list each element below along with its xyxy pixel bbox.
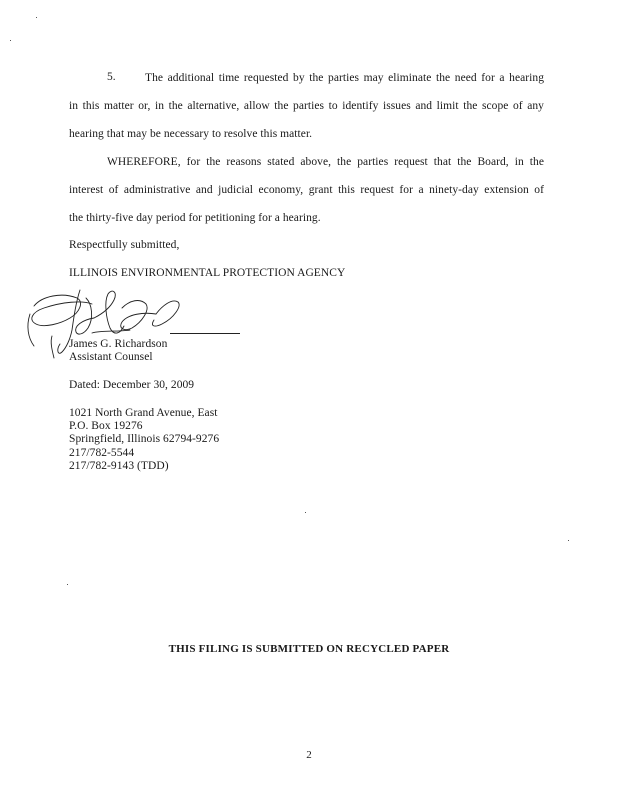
paragraph-number: 5.	[107, 71, 116, 83]
dated-line: Dated: December 30, 2009	[69, 379, 195, 391]
wherefore-line-1: WHEREFORE, for the reasons stated above, the parties request that the Board, in the	[107, 156, 544, 168]
address-line-5: 217/782-9143 (TDD)	[69, 460, 169, 472]
paragraph-5-line-3: hearing that may be necessary to resolve this matter.	[69, 128, 313, 140]
address-line-3: Springfield, Illinois 62794-9276	[69, 433, 220, 445]
wherefore-line-2: interest of administrative and judicial economy, grant this request for a ninety-day extension of	[69, 184, 544, 196]
address-line-2: P.O. Box 19276	[69, 420, 143, 432]
scan-speck	[36, 17, 37, 18]
recycled-paper-note: THIS FILING IS SUBMITTED ON RECYCLED PAPER	[168, 643, 450, 655]
address-line-1: 1021 North Grand Avenue, East	[69, 407, 218, 419]
signer-title: Assistant Counsel	[69, 351, 153, 363]
signature-line	[170, 333, 240, 334]
closing-text: Respectfully submitted,	[69, 239, 180, 251]
scan-speck	[67, 584, 68, 585]
scan-speck	[305, 512, 306, 513]
paragraph-5-line-1: The additional time requested by the parties may eliminate the need for a hearing	[145, 72, 544, 84]
scan-speck	[10, 40, 11, 41]
scan-speck	[568, 540, 569, 541]
page-number: 2	[306, 749, 312, 761]
agency-name: ILLINOIS ENVIRONMENTAL PROTECTION AGENCY	[69, 267, 346, 279]
address-line-4: 217/782-5544	[69, 447, 135, 459]
wherefore-line-3: the thirty-five day period for petitioning for a hearing.	[69, 212, 321, 224]
signer-name: James G. Richardson	[69, 338, 168, 350]
paragraph-5-line-2: in this matter or, in the alternative, allow the parties to identify issues and limit the scope of any	[69, 100, 544, 112]
